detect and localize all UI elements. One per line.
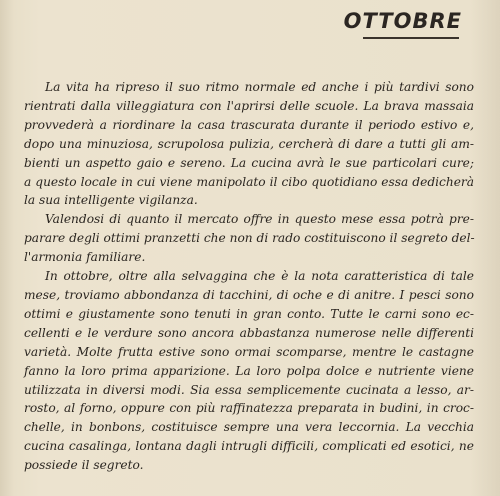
text-line: dopo una minuziosa, scrupolosa pulizia, cercherà di dare a tutti gli am- <box>24 136 474 151</box>
page-title: OTTOBRE <box>343 9 462 33</box>
paragraph-3 <box>24 267 474 475</box>
text-line: provvederà a riordinare la casa trascurata durante il periodo estivo e, <box>24 117 474 132</box>
text-line: bienti un aspetto gaio e sereno. La cucina avrà le sue particolari cure; <box>24 155 474 170</box>
title-underline <box>363 37 459 39</box>
text-line: rientrati dalla villeggiatura con l'aprirsi delle scuole. La brava massaia <box>24 98 474 113</box>
text-line: possiede il segreto. <box>24 458 144 473</box>
body-text <box>24 78 474 475</box>
text-line: varietà. Molte frutta estive sono ormai scomparse, mentre le castagne <box>24 344 474 359</box>
text-line: ottimi e giustamente sono tenuti in gran conto. Tutte le carni sono ec- <box>24 306 474 321</box>
text-line: cellenti e le verdure sono ancora abbastanza numerose nelle differenti <box>24 325 474 340</box>
text-line: chelle, in bonbons, costituisce sempre una vera leccornia. La vecchia <box>24 420 474 435</box>
text-line: parare degli ottimi pranzetti che non di rado costituiscono il segreto del- <box>24 231 475 246</box>
text-line: a questo locale in cui viene manipolato il cibo quotidiano essa dedicherà <box>24 174 474 189</box>
text-line: cucina casalinga, lontana dagli intrugli difficili, complicati ed esotici, ne <box>24 439 474 454</box>
text-line: rosto, al forno, oppure con più raffinatezza preparata in budini, in croc- <box>24 401 474 416</box>
text-line: fanno la loro prima apparizione. La loro polpa dolce e nutriente viene <box>24 363 474 378</box>
text-line: In ottobre, oltre alla selvaggina che è la nota caratteristica di tale <box>45 269 474 284</box>
text-line: utilizzata in diversi modi. Sia essa semplicemente cucinata a lesso, ar- <box>24 382 474 397</box>
text-line: Valendosi di quanto il mercato offre in questo mese essa potrà pre- <box>45 212 474 227</box>
text-line: La vita ha ripreso il suo ritmo normale ed anche i più tardivi sono <box>45 80 474 94</box>
text-line: l'armonia familiare. <box>24 250 146 265</box>
text-line: la sua intelligente vigilanza. <box>24 193 198 208</box>
text-line: mese, troviamo abbondanza di tacchini, di oche e di anitre. I pesci sono <box>24 287 474 302</box>
paragraph-1 <box>24 78 474 210</box>
paragraph-2 <box>24 210 474 267</box>
